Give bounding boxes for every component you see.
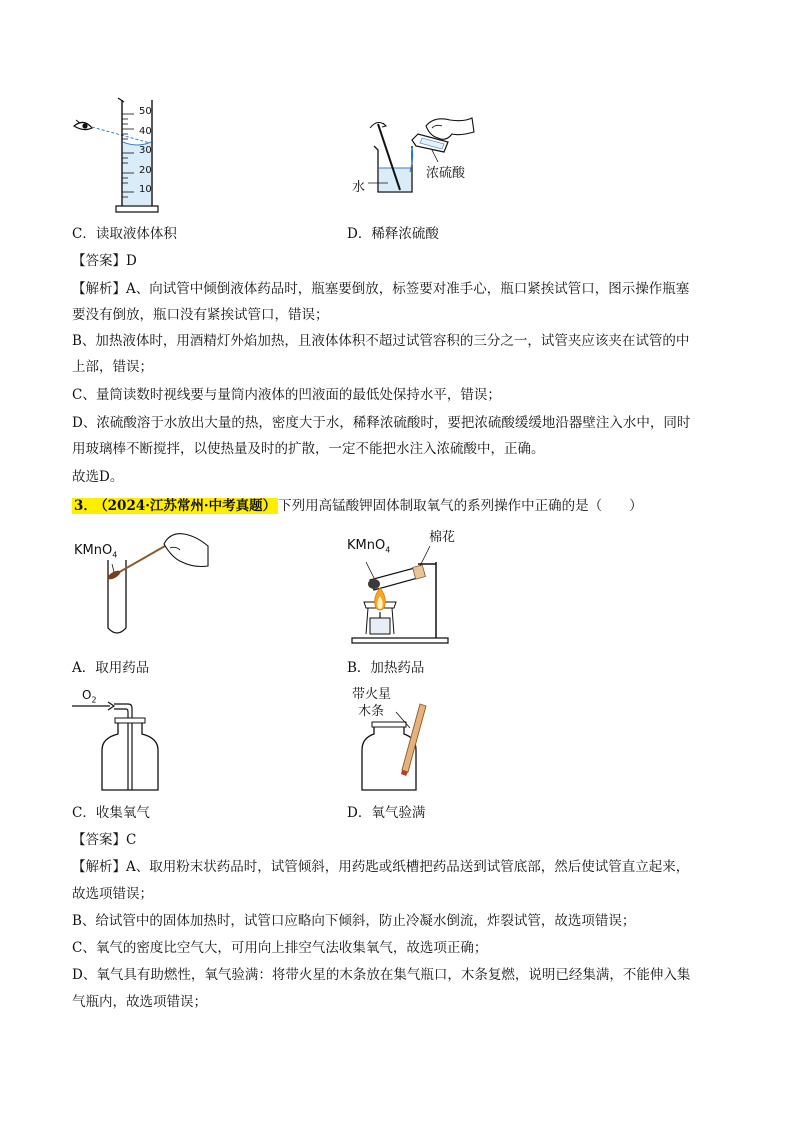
graduated-cylinder-figure — [70, 96, 170, 218]
q3-analysis-line-3: B、给试管中的固体加热时，试管口应略向下倾斜，防止冷凝水倒流，炸裂试管，故选项错误； — [72, 913, 636, 929]
q3-option-c: C．收集氧气 — [72, 805, 150, 821]
q3-number: 3． — [74, 498, 97, 514]
q3-analysis-line-4: C、氧气的密度比空气大，可用向上排空气法收集氧气，故选项正确； — [72, 940, 488, 956]
kmno4-text-b: KMnO — [347, 538, 386, 553]
scale-30: 30 — [139, 145, 152, 156]
q2-analysis-line-8: 故选D。 — [72, 469, 124, 485]
q3-fig-c-label — [82, 688, 97, 704]
q3-option-a: A．取用药品 — [72, 660, 150, 676]
q3-option-d: D．氧气验满 — [347, 805, 426, 821]
kmno4-subscript-b: 4 — [385, 545, 391, 555]
q2-analysis-line-1: 【解析】A、向试管中倾倒液体药品时，瓶塞要倒放，标签要对准手心，瓶口紧挨试管口，图示操作瓶塞 — [72, 281, 690, 297]
scale-50: 50 — [139, 106, 152, 117]
q2-analysis-line-4: 上部，错误； — [72, 359, 153, 375]
q3-analysis-line-6: 气瓶内，故选项错误； — [72, 994, 207, 1010]
q3-analysis-line-5: D、氧气具有助燃性，氧气验满：将带火星的木条放在集气瓶口，木条复燃，说明已经集满，不能伸入集 — [72, 967, 691, 983]
splint-label-line-2: 木条 — [358, 704, 385, 719]
q3-fig-d-label — [352, 686, 391, 720]
label-acid: 浓硫酸 — [426, 166, 466, 181]
kmno4-subscript: 4 — [112, 550, 118, 560]
q3-stem-text: 下列用高锰酸钾固体制取氧气的系列操作中正确的是（ ） — [278, 498, 643, 514]
q2-analysis-line-3: B、加热液体时，用酒精灯外焰加热，且液体体积不超过试管容积的三分之一，试管夹应该夹在试管的中 — [72, 333, 690, 349]
scale-20: 20 — [139, 164, 152, 176]
o2-subscript: 2 — [91, 695, 97, 705]
cylinder-scale — [139, 107, 152, 205]
label-water: 水 — [352, 180, 366, 195]
q2-analysis-line-5: C、量筒读数时视线要与量筒内液体的凹液面的最低处保持水平，错误； — [72, 387, 501, 403]
q3-analysis-line-1: 【解析】A、取用粉末状药品时，试管倾斜，用药匙或纸槽把药品送到试管底部，然后使试管直立起来， — [72, 859, 690, 875]
q2-analysis-line-6: D、浓硫酸溶于水放出大量的热，密度大于水，稀释浓硫酸时，要把浓硫酸缓缓地沿器壁注入水中，同时 — [72, 415, 691, 431]
q3-analysis-line-2: 故选项错误； — [72, 886, 153, 902]
q2-analysis-line-7: 用玻璃棒不断搅拌，以使热量及时的扩散，一定不能把水注入浓硫酸中，正确。 — [72, 441, 545, 457]
q2-answer: 【答案】D — [72, 253, 137, 269]
q2-option-c: C．读取液体体积 — [72, 226, 177, 242]
q3-stem — [72, 496, 643, 516]
splint-label-line-1: 带火星 — [352, 687, 392, 702]
q3-fig-a-label — [74, 543, 117, 560]
scale-10: 10 — [139, 184, 152, 195]
q3-source: （2024·江苏常州·中考真题） — [100, 498, 277, 514]
q3-fig-b-label — [347, 538, 390, 555]
kmno4-text: KMnO — [74, 543, 113, 558]
q3-option-b: B．加热药品 — [347, 660, 425, 676]
q2-option-d: D．稀释浓硫酸 — [347, 226, 439, 242]
label-cotton: 棉花 — [429, 530, 456, 545]
q2-analysis-line-2: 要没有倒放，瓶口没有紧挨试管口，错误； — [72, 307, 329, 323]
q3-answer: 【答案】C — [72, 832, 137, 848]
o2-text: O — [82, 688, 92, 702]
scale-40: 40 — [139, 125, 152, 137]
dilute-acid-figure — [360, 110, 480, 202]
